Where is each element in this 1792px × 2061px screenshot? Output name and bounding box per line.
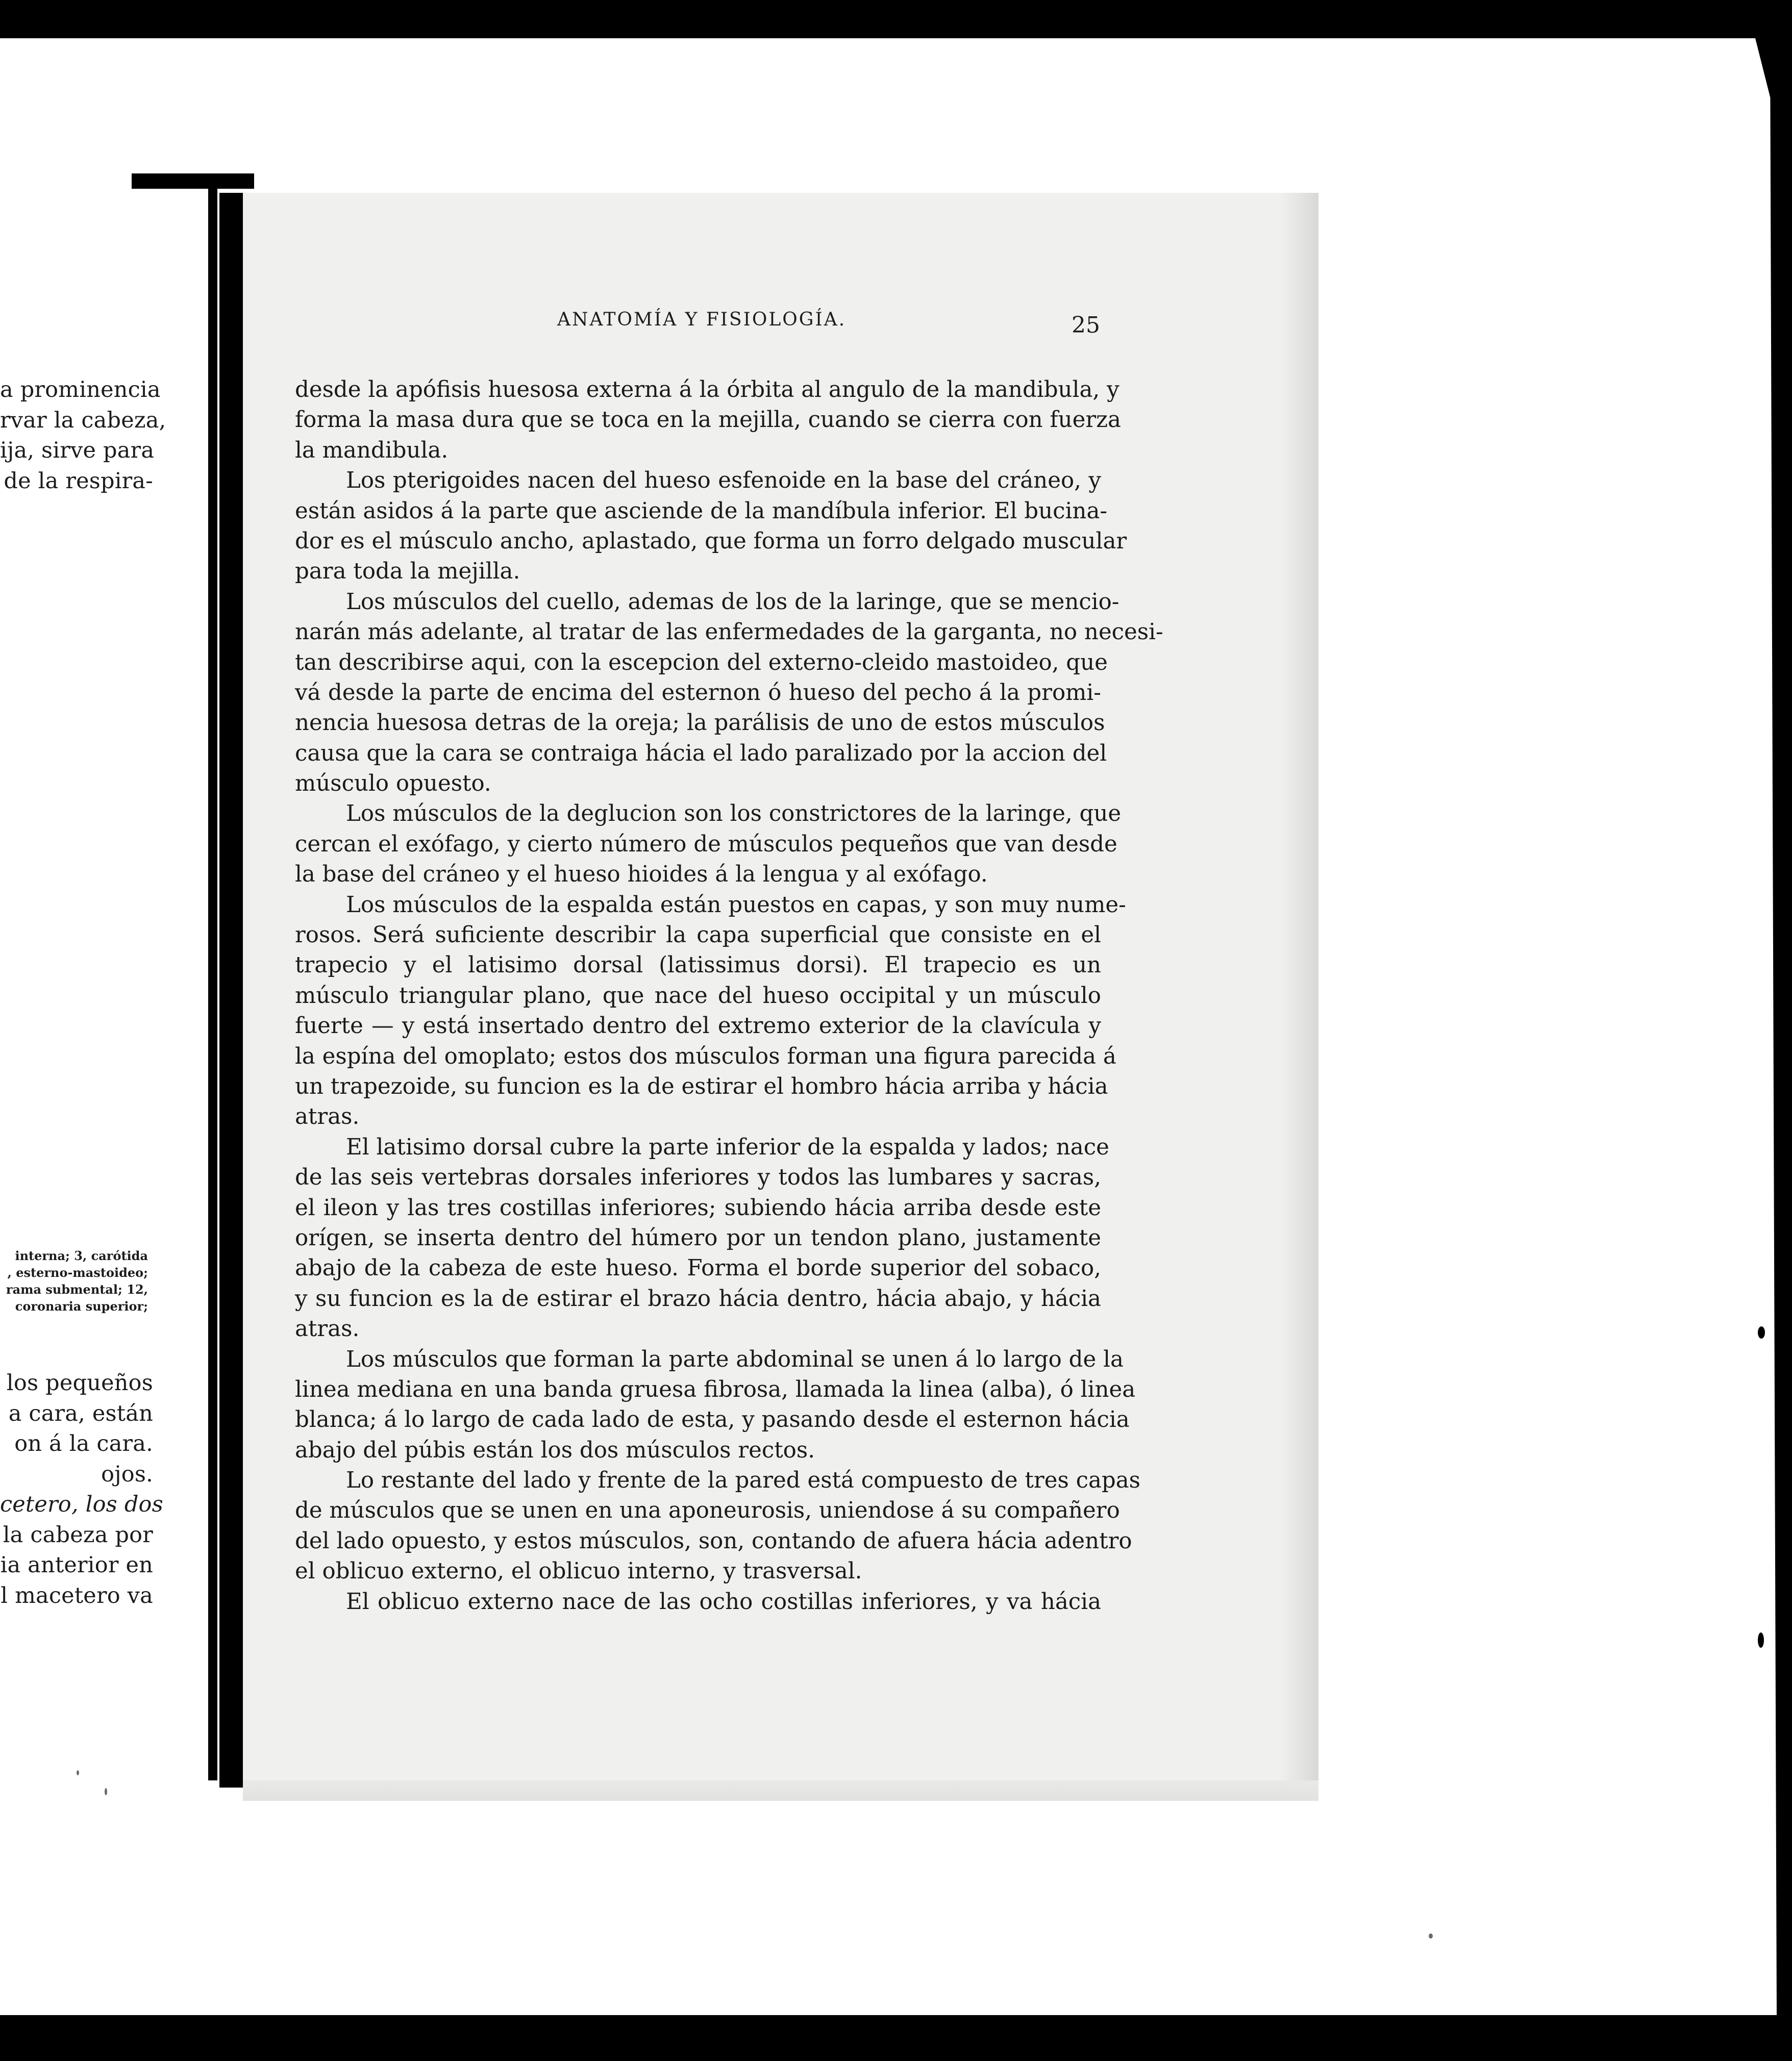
text-line: forma la masa dura que se toca en la mejilla, cuando se cierra con fuerza [295, 407, 1121, 433]
previous-page-top-edge [132, 173, 254, 189]
text-line: desde la apófisis huesosa externa á la órbita al angulo de la mandibula, y [295, 377, 1119, 403]
text-line: tan describirse aqui, con la escepcion del externo-cleido mastoideo, que [295, 649, 1108, 675]
text-line: de músculos que se unen en una aponeurosis, uniendose á su compañero [295, 1498, 1120, 1524]
text-line: cercan el exófago, y cierto número de músculos pequeños que van desde [295, 831, 1117, 857]
text-line: Los músculos que forman la parte abdominal se unen á lo largo de la [346, 1346, 1124, 1372]
text-line: Lo restante del lado y frente de la pared está compuesto de tres capas [346, 1468, 1140, 1494]
scan-speck [1758, 1632, 1764, 1648]
book-spine [219, 193, 243, 1787]
scan-speck [105, 1788, 107, 1795]
text-line: ia anterior en [0, 1552, 153, 1578]
text-line: nencia huesosa detras de la oreja; la parálisis de uno de estos músculos [295, 710, 1105, 736]
running-head: ANATOMÍA Y FISIOLOGÍA. [557, 309, 847, 330]
text-line: de las seis vertebras dorsales inferiores y todos las lumbares y sacras, [295, 1165, 1101, 1191]
text-line: El latisimo dorsal cubre la parte inferior de la espalda y lados; nace [346, 1134, 1109, 1160]
text-line: están asidos á la parte que asciende de la mandíbula inferior. El bucina- [295, 498, 1108, 524]
page-shadow [1281, 193, 1318, 1800]
text-line: Los músculos de la espalda están puestos en capas, y son muy nume- [346, 892, 1126, 918]
page-bottom [243, 1780, 1318, 1801]
text-line: causa que la cara se contraiga hácia el lado paralizado por la accion del [295, 740, 1107, 766]
text-line: músculo opuesto. [295, 771, 491, 797]
caption-line: , esterno-mastoideo; [7, 1265, 148, 1280]
page-number: 25 [1072, 312, 1100, 338]
text-line: Los músculos del cuello, ademas de los de la laringe, que se mencio- [346, 589, 1119, 615]
text-line: un trapezoide, su funcion es la de estirar el hombro hácia arriba y hácia [295, 1073, 1108, 1099]
text-line: ojos. [101, 1461, 153, 1487]
text-line: la espína del omoplato; estos dos músculos forman una figura parecida á [295, 1043, 1116, 1069]
text-line: la cabeza por [3, 1522, 153, 1548]
text-line: a prominencia [0, 377, 161, 403]
figure-caption [0, 1247, 148, 1315]
text-line: trapecio y el latisimo dorsal (latissimus dorsi). El trapecio es un [295, 952, 1101, 978]
text-line: la mandibula. [295, 437, 449, 463]
text-line: abajo de la cabeza de este hueso. Forma el borde superior del sobaco, [295, 1255, 1101, 1281]
text-line: Los músculos de la deglucion son los constrictores de la laringe, que [346, 801, 1122, 827]
text-line: atras. [295, 1316, 360, 1342]
text-line: on á la cara. [14, 1431, 153, 1456]
caption-line: interna; 3, carótida [15, 1248, 148, 1263]
scan-speck [77, 1770, 79, 1775]
scan-speck [1429, 1933, 1433, 1939]
text-line: l macetero va [1, 1582, 153, 1608]
scan-speck [1758, 1326, 1765, 1339]
previous-page-text-top [0, 375, 166, 496]
text-line: el oblicuo externo, el oblicuo interno, y trasversal. [295, 1559, 862, 1585]
text-line: fuerte — y está insertado dentro del extremo exterior de la clavícula y [295, 1013, 1101, 1039]
text-line: El oblicuo externo nace de las ocho costillas inferiores, y va hácia [346, 1589, 1101, 1615]
text-line: atras. [295, 1104, 360, 1130]
caption-line: rama submental; 12, [6, 1282, 148, 1297]
caption-line: coronaria superior; [15, 1299, 148, 1314]
text-line: rvar la cabeza, [0, 407, 166, 433]
text-line: cetero, los dos [0, 1492, 163, 1517]
text-line: narán más adelante, al tratar de las enfermedades de la garganta, no necesi- [295, 619, 1163, 645]
body-text [295, 375, 1163, 1617]
text-line: linea mediana en una banda gruesa fibrosa, llamada la linea (alba), ó linea [295, 1376, 1136, 1402]
text-line: vá desde la parte de encima del esternon ó hueso del pecho á la promi- [295, 680, 1101, 706]
text-line: para toda la mejilla. [295, 559, 520, 585]
previous-page-edge [208, 189, 217, 1780]
scan-margin [0, 38, 1755, 59]
text-line: rosos. Será suficiente describir la capa superficial que consiste en el [295, 922, 1101, 948]
text-line: y su funcion es la de estirar el brazo hácia dentro, hácia abajo, y hácia [295, 1286, 1101, 1312]
text-line: los pequeños [6, 1370, 153, 1396]
text-line: orígen, se inserta dentro del húmero por un tendon plano, justamente [295, 1225, 1101, 1251]
text-line: blanca; á lo largo de cada lado de esta, y pasando desde el esternon hácia [295, 1407, 1130, 1433]
scan-border-top [0, 0, 1792, 38]
text-line: ija, sirve para [0, 438, 155, 463]
text-line: del lado opuesto, y estos músculos, son, contando de afuera hácia adentro [295, 1528, 1132, 1554]
previous-page-text-bottom [0, 1368, 163, 1611]
text-line: Los pterigoides nacen del hueso esfenoide en la base del cráneo, y [346, 468, 1101, 494]
text-line: abajo del púbis están los dos músculos rectos. [295, 1437, 815, 1463]
text-line: la base del cráneo y el hueso hioides á la lengua y al exófago. [295, 862, 988, 888]
text-line: de la respira- [4, 468, 153, 494]
text-line: el ileon y las tres costillas inferiores; subiendo hácia arriba desde este [295, 1195, 1101, 1221]
scan-border-bottom [0, 2015, 1792, 2061]
text-line: a cara, están [8, 1400, 153, 1426]
text-line: dor es el músculo ancho, aplastado, que forma un forro delgado muscular [295, 528, 1127, 554]
text-line: músculo triangular plano, que nace del hueso occipital y un músculo [295, 983, 1101, 1009]
